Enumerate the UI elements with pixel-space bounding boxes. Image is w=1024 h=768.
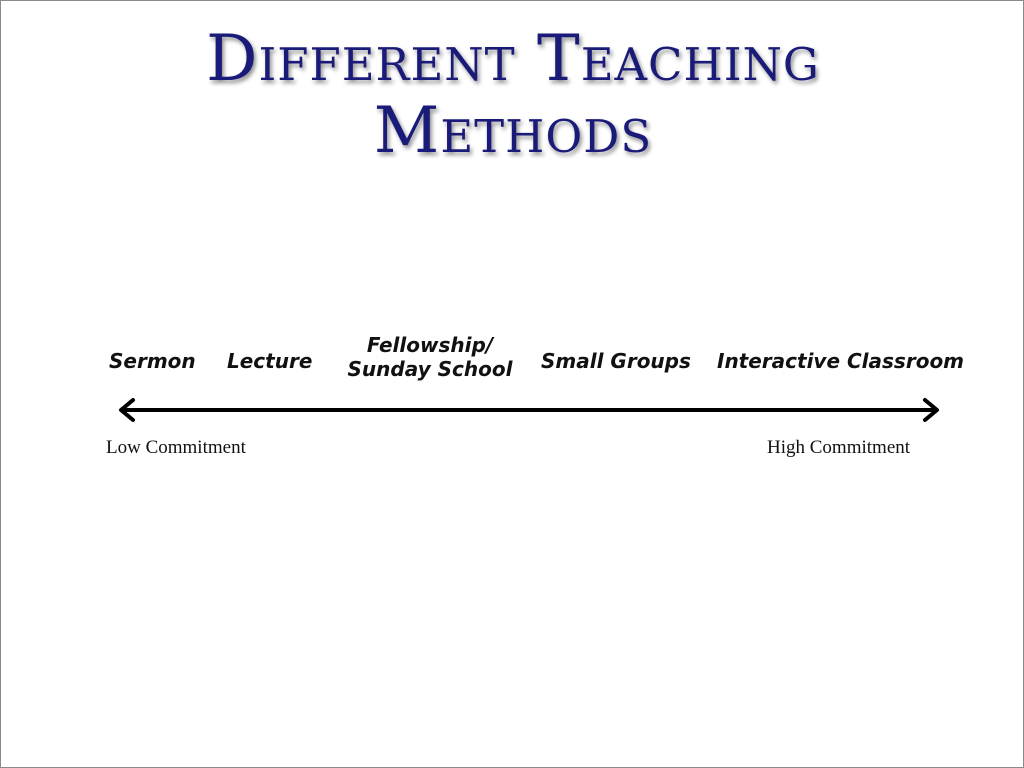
method-fellowship-line-2: Sunday School xyxy=(347,357,513,381)
method-fellowship-line-1: Fellowship/ xyxy=(366,333,494,357)
title-line-2: Methods xyxy=(373,94,653,168)
slide-title xyxy=(1,23,1024,167)
method-sermon: Sermon xyxy=(109,349,196,373)
method-lecture: Lecture xyxy=(227,349,313,373)
method-small-groups: Small Groups xyxy=(541,349,691,373)
high-commitment-label: High Commitment xyxy=(767,437,911,458)
method-interactive-classroom: Interactive Classroom xyxy=(717,349,965,373)
title-line-1: Different Teaching xyxy=(206,22,820,96)
method-fellowship-sunday-school xyxy=(347,333,513,381)
low-commitment-label: Low Commitment xyxy=(106,437,246,458)
commitment-axis-arrow xyxy=(115,397,945,423)
